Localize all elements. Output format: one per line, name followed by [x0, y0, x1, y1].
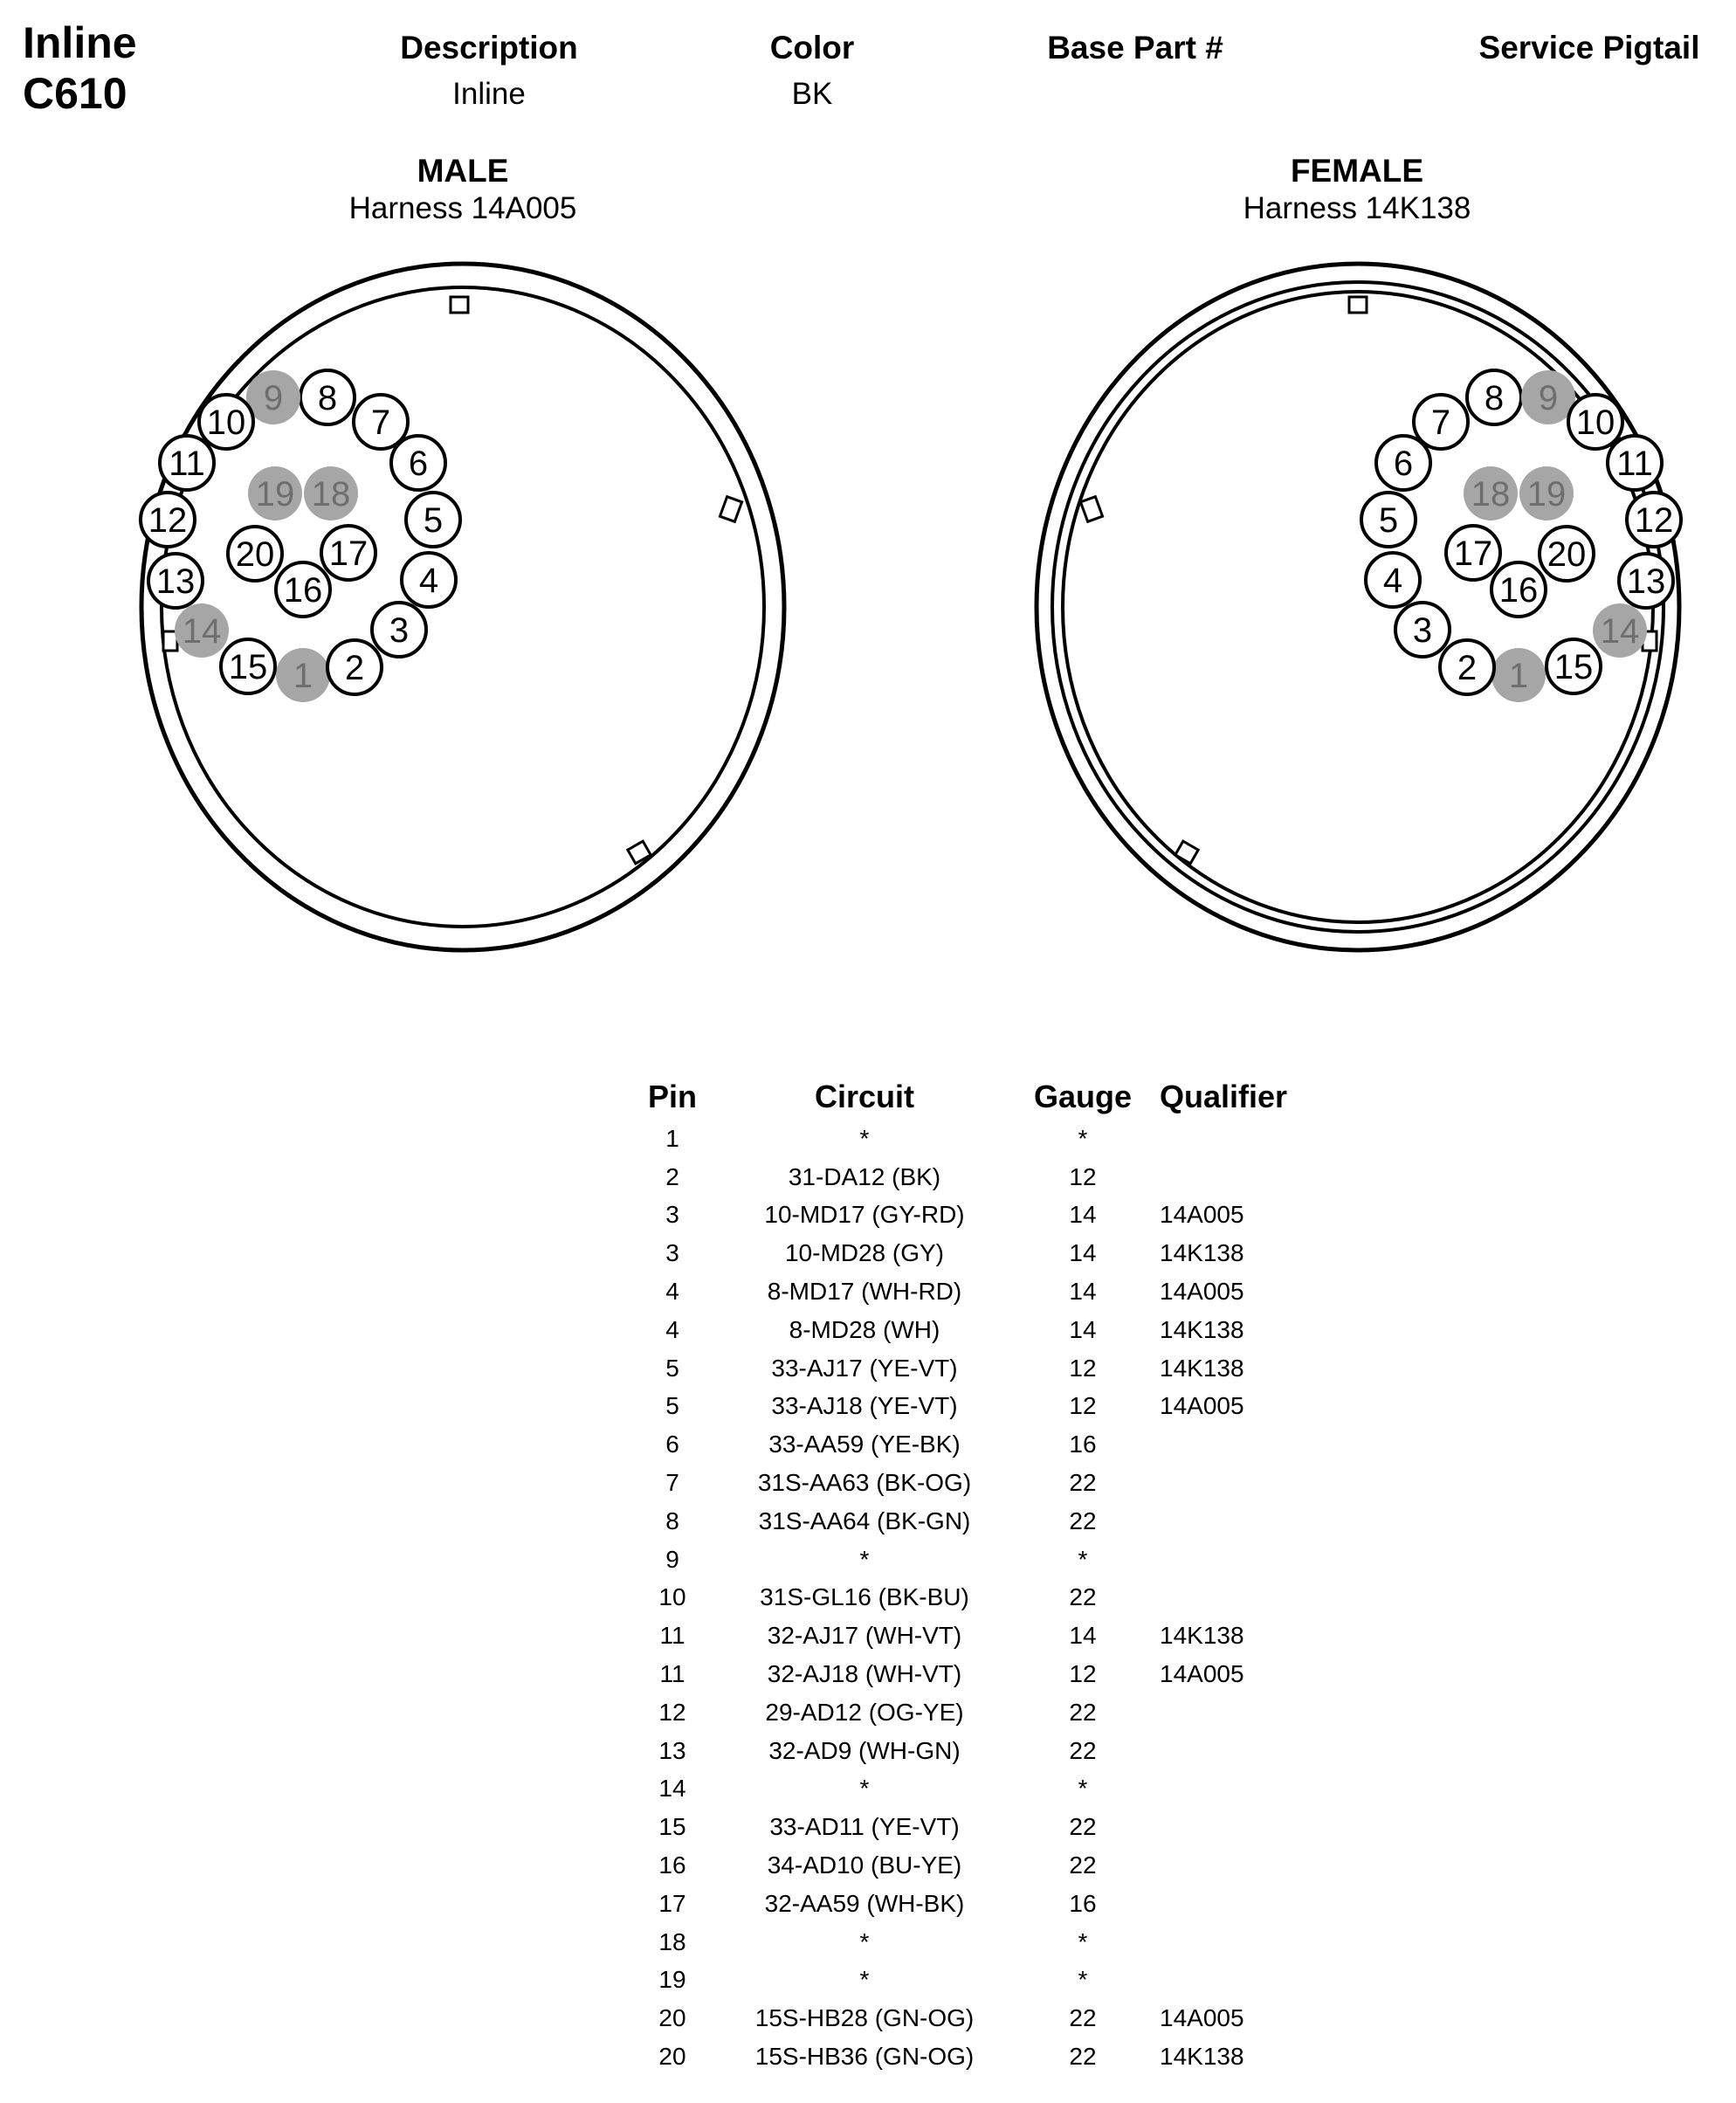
table-row	[629, 1502, 1334, 1541]
female-pin-number: 9	[1538, 379, 1559, 417]
female-harness-label: Harness 14K138	[1243, 191, 1471, 225]
qualifier-cell: 14A005	[1160, 1392, 1244, 1420]
pin-cell: 20	[658, 2043, 686, 2071]
gauge-cell: *	[1078, 1775, 1088, 1803]
male-pin-2	[327, 640, 382, 694]
female-pin-20	[1540, 527, 1594, 581]
female-pin-number: 14	[1600, 612, 1640, 651]
qualifier-cell: 14K138	[1160, 1354, 1244, 1382]
male-pin-number: 14	[182, 612, 222, 651]
female-pin-number: 15	[1553, 648, 1594, 686]
male-harness-label: Harness 14A005	[348, 191, 577, 225]
gauge-cell: 14	[1069, 1201, 1097, 1229]
female-pin-number: 7	[1430, 403, 1451, 442]
male-pin-number: 11	[169, 445, 205, 483]
gauge-cell: 22	[1069, 1469, 1097, 1497]
female-pin-11	[1608, 436, 1662, 490]
male-pin-number: 12	[148, 501, 188, 540]
circuit-cell: 32-AA59 (WH-BK)	[764, 1889, 965, 1917]
female-pin-number: 11	[1616, 445, 1653, 483]
description-label: Description	[400, 30, 578, 66]
male-pin-number: 17	[328, 534, 369, 573]
pin-cell: 15	[658, 1813, 686, 1841]
female-outer-shell	[1037, 264, 1679, 950]
male-pin-number: 3	[389, 611, 410, 650]
male-pin-4	[402, 553, 456, 607]
circuit-cell: *	[859, 1545, 870, 1573]
female-pin-15	[1547, 639, 1601, 693]
gauge-cell: 12	[1069, 1392, 1097, 1420]
pin-cell: 18	[658, 1927, 686, 1955]
male-pin-19	[248, 466, 302, 521]
circuit-cell: *	[859, 1124, 870, 1152]
circuit-cell: 29-AD12 (OG-YE)	[765, 1698, 964, 1726]
pin-cell: 10	[658, 1583, 686, 1611]
male-pin-1	[276, 648, 330, 702]
table-row	[629, 1158, 1334, 1196]
color-label: Color	[769, 30, 855, 66]
circuit-cell: 10-MD28 (GY)	[784, 1239, 945, 1267]
table-row	[629, 1425, 1334, 1464]
table-row	[629, 1464, 1334, 1502]
female-pin-number: 20	[1547, 535, 1587, 574]
qualifier-cell	[1153, 1923, 1334, 1962]
service-pigtail-label: Service Pigtail	[1478, 30, 1700, 66]
male-pin-16	[276, 562, 330, 617]
male-pin-number: 7	[370, 403, 391, 442]
male-pin-10	[199, 395, 253, 449]
table-row	[629, 1885, 1334, 1923]
pin-cell: 3	[665, 1239, 679, 1267]
male-pin-number: 6	[408, 445, 429, 483]
male-pin-18	[304, 466, 358, 521]
circuit-cell: 8-MD17 (WH-RD)	[767, 1278, 962, 1306]
circuit-cell: 33-AA59 (YE-BK)	[768, 1431, 961, 1458]
table-row	[629, 1693, 1334, 1732]
male-gender-label: MALE	[417, 153, 509, 189]
table-row	[629, 1120, 1334, 1158]
circuit-cell: 34-AD10 (BU-YE)	[767, 1851, 962, 1879]
male-pin-number: 2	[344, 649, 365, 687]
female-pin-number: 17	[1453, 534, 1493, 573]
connector-title	[23, 17, 137, 119]
table-row	[629, 1770, 1334, 1809]
female-pin-18	[1464, 466, 1518, 521]
circuit-cell: *	[859, 1966, 870, 1994]
female-pin-7	[1414, 395, 1468, 449]
gauge-cell: 16	[1069, 1431, 1097, 1458]
qualifier-cell	[1153, 1885, 1334, 1923]
qualifier-cell: 14A005	[1160, 1278, 1244, 1306]
pin-cell: 1	[665, 1124, 679, 1152]
male-connector-caption	[201, 152, 725, 227]
pin-cell: 16	[658, 1851, 686, 1879]
pin-cell: 13	[658, 1736, 686, 1764]
qualifier-cell: 14K138	[1160, 1239, 1244, 1267]
title-line-2: C610	[23, 69, 127, 118]
circuit-cell: 31S-AA64 (BK-GN)	[758, 1507, 971, 1534]
gauge-cell: 12	[1069, 1162, 1097, 1190]
circuit-cell: 33-AJ18 (YE-VT)	[771, 1392, 958, 1420]
pin-column-header: Pin	[647, 1079, 697, 1114]
female-key-top	[1349, 297, 1367, 313]
female-pin-16	[1491, 562, 1546, 617]
qualifier-cell	[1153, 1808, 1334, 1846]
pin-cell: 3	[665, 1201, 679, 1229]
female-pin-number: 10	[1575, 403, 1615, 442]
circuit-cell: 31-DA12 (BK)	[788, 1162, 941, 1190]
male-pin-20	[228, 527, 282, 581]
pin-cell: 4	[665, 1315, 679, 1343]
female-key-left	[1080, 497, 1102, 522]
gauge-cell: 14	[1069, 1622, 1097, 1650]
qualifier-cell: 14K138	[1160, 1315, 1244, 1343]
female-pin-number: 1	[1508, 657, 1529, 695]
female-pin-number: 16	[1498, 571, 1539, 610]
male-key-top	[451, 297, 468, 313]
male-pin-12	[141, 493, 195, 547]
gauge-cell: *	[1078, 1927, 1088, 1955]
gauge-cell: 22	[1069, 2043, 1097, 2071]
male-pin-number: 10	[206, 403, 246, 442]
gauge-cell: *	[1078, 1124, 1088, 1152]
qualifier-cell: 14A005	[1160, 1201, 1244, 1229]
qualifier-cell	[1153, 1579, 1334, 1617]
table-row	[629, 1962, 1334, 2000]
table-row	[629, 1808, 1334, 1846]
circuit-cell: 33-AJ17 (YE-VT)	[771, 1354, 958, 1382]
service-pigtail-column	[1458, 26, 1720, 70]
pin-cell: 8	[665, 1507, 679, 1534]
female-pin-3	[1395, 603, 1450, 657]
gauge-cell: 22	[1069, 1813, 1097, 1841]
male-pin-6	[391, 436, 445, 490]
circuit-cell: 15S-HB28 (GN-OG)	[754, 2004, 975, 2032]
male-pin-5	[406, 493, 460, 547]
female-pin-5	[1361, 493, 1416, 547]
circuit-cell: 32-AD9 (WH-GN)	[768, 1736, 961, 1764]
pin-cell: 5	[665, 1354, 679, 1382]
title-line-1: Inline	[23, 18, 137, 67]
qualifier-cell	[1153, 1693, 1334, 1732]
female-pin-number: 6	[1393, 445, 1414, 483]
qualifier-cell	[1153, 1846, 1334, 1885]
qualifier-cell	[1153, 1962, 1334, 2000]
female-pin-number: 3	[1412, 611, 1433, 650]
circuit-cell: 15S-HB36 (GN-OG)	[754, 2043, 975, 2071]
pin-cell: 11	[659, 1660, 685, 1688]
gauge-cell: 22	[1069, 1736, 1097, 1764]
female-pin-10	[1568, 395, 1622, 449]
male-pin-14	[175, 603, 229, 658]
table-row	[629, 1617, 1334, 1655]
table-row	[629, 1579, 1334, 1617]
male-outer-shell	[141, 264, 784, 950]
circuit-cell: *	[859, 1927, 870, 1955]
gauge-cell: 14	[1069, 1278, 1097, 1306]
color-column	[725, 26, 899, 119]
male-pin-number: 8	[317, 379, 338, 417]
qualifier-cell	[1153, 1541, 1334, 1579]
qualifier-cell	[1153, 1732, 1334, 1770]
male-pin-number: 20	[235, 535, 275, 574]
pin-table	[629, 1074, 1334, 2076]
female-pin-4	[1366, 553, 1420, 607]
male-pin-number: 1	[293, 657, 313, 695]
base-part-label: Base Part #	[1047, 30, 1223, 66]
male-pin-number: 13	[155, 562, 196, 601]
female-pin-number: 5	[1378, 501, 1399, 540]
male-pin-17	[321, 526, 375, 580]
circuit-column-header: Circuit	[814, 1079, 914, 1114]
circuit-cell: 31S-AA63 (BK-OG)	[757, 1469, 972, 1497]
circuit-cell: *	[859, 1775, 870, 1803]
female-pin-14	[1593, 603, 1647, 658]
male-pin-number: 4	[418, 562, 439, 600]
male-pin-number: 19	[255, 475, 295, 514]
color-value: BK	[791, 77, 833, 111]
qualifier-cell: 14K138	[1160, 1622, 1244, 1650]
qualifier-column-header: Qualifier	[1160, 1079, 1288, 1114]
pin-cell: 14	[658, 1775, 686, 1803]
pin-cell: 9	[665, 1545, 679, 1573]
male-pin-7	[354, 395, 408, 449]
female-connector-caption	[1095, 152, 1619, 227]
female-pin-number: 8	[1484, 379, 1505, 417]
female-inner-shell-1	[1052, 282, 1664, 932]
circuit-cell: 33-AD11 (YE-VT)	[769, 1813, 960, 1841]
female-pin-1	[1491, 648, 1546, 702]
pin-cell: 11	[659, 1622, 685, 1650]
gauge-column-header: Gauge	[1033, 1079, 1133, 1114]
gauge-cell: 16	[1069, 1889, 1097, 1917]
table-row	[629, 1234, 1334, 1272]
male-pin-number: 15	[228, 648, 268, 686]
male-pin-15	[221, 639, 275, 693]
qualifier-cell	[1153, 1464, 1334, 1502]
pin-cell: 17	[658, 1889, 686, 1917]
circuit-cell: 32-AJ18 (WH-VT)	[767, 1660, 962, 1688]
gauge-cell: 22	[1069, 1698, 1097, 1726]
pin-table-header-row	[629, 1074, 1334, 1120]
male-pin-13	[148, 554, 203, 608]
pin-cell: 19	[658, 1966, 686, 1994]
table-row	[629, 1846, 1334, 1885]
female-pin-number: 19	[1526, 475, 1567, 514]
gauge-cell: 14	[1069, 1239, 1097, 1267]
gauge-cell: 22	[1069, 2004, 1097, 2032]
female-pin-number: 12	[1634, 501, 1674, 540]
gauge-cell: 22	[1069, 1507, 1097, 1534]
circuit-cell: 8-MD28 (WH)	[789, 1315, 940, 1343]
table-row	[629, 1732, 1334, 1770]
pin-table-body	[629, 1120, 1334, 2076]
table-row	[629, 2037, 1334, 2076]
female-pin-13	[1619, 554, 1673, 608]
female-gender-label: FEMALE	[1290, 153, 1424, 189]
gauge-cell: 12	[1069, 1660, 1097, 1688]
female-pin-group	[1361, 370, 1681, 702]
female-pin-6	[1376, 436, 1430, 490]
female-pin-2	[1440, 640, 1494, 694]
table-row	[629, 1655, 1334, 1693]
qualifier-cell	[1153, 1502, 1334, 1541]
male-pin-number: 9	[263, 379, 284, 417]
gauge-cell: 14	[1069, 1315, 1097, 1343]
male-pin-number: 5	[423, 501, 444, 540]
circuit-cell: 32-AJ17 (WH-VT)	[767, 1622, 962, 1650]
circuit-cell: 10-MD17 (GY-RD)	[764, 1201, 965, 1229]
female-pin-number: 2	[1457, 649, 1478, 687]
male-key-right	[720, 497, 741, 522]
female-pin-number: 13	[1626, 562, 1666, 601]
female-pin-19	[1519, 466, 1574, 521]
table-row	[629, 1388, 1334, 1426]
pin-cell: 6	[665, 1431, 679, 1458]
qualifier-cell	[1153, 1425, 1334, 1464]
pin-cell: 5	[665, 1392, 679, 1420]
female-pin-12	[1627, 493, 1681, 547]
circuit-cell: 31S-GL16 (BK-BU)	[760, 1583, 969, 1611]
qualifier-cell: 14A005	[1160, 2004, 1244, 2032]
pin-cell: 20	[658, 2004, 686, 2032]
female-connector-diagram	[1017, 249, 1707, 965]
table-row	[629, 1923, 1334, 1962]
male-connector-diagram	[122, 249, 812, 965]
base-part-column	[1004, 26, 1266, 70]
table-row	[629, 1349, 1334, 1388]
gauge-cell: 22	[1069, 1583, 1097, 1611]
female-pin-number: 4	[1382, 562, 1403, 600]
table-row	[629, 1272, 1334, 1311]
qualifier-cell: 14A005	[1160, 1660, 1244, 1688]
male-pin-number: 18	[311, 475, 351, 514]
female-pin-number: 18	[1471, 475, 1511, 514]
gauge-cell: 22	[1069, 1851, 1097, 1879]
male-pin-number: 16	[283, 571, 323, 610]
gauge-cell: 12	[1069, 1354, 1097, 1382]
qualifier-cell: 14K138	[1160, 2043, 1244, 2071]
pin-cell: 2	[665, 1162, 679, 1190]
pin-cell: 12	[658, 1698, 686, 1726]
table-row	[629, 1196, 1334, 1235]
male-pin-3	[372, 603, 426, 657]
male-pin-11	[160, 436, 214, 490]
description-column	[349, 26, 629, 119]
male-pin-group	[141, 370, 460, 702]
qualifier-cell	[1153, 1158, 1334, 1196]
male-pin-8	[300, 370, 355, 424]
gauge-cell: *	[1078, 1966, 1088, 1994]
table-row	[629, 1311, 1334, 1349]
pin-cell: 4	[665, 1278, 679, 1306]
table-row	[629, 1541, 1334, 1579]
female-key-bottom-left	[1175, 841, 1198, 864]
qualifier-cell	[1153, 1770, 1334, 1809]
table-row	[629, 1999, 1334, 2037]
pin-cell: 7	[665, 1469, 679, 1497]
description-value: Inline	[452, 77, 526, 111]
qualifier-cell	[1153, 1120, 1334, 1158]
female-pin-8	[1467, 370, 1521, 424]
female-pin-17	[1446, 526, 1500, 580]
gauge-cell: *	[1078, 1545, 1088, 1573]
